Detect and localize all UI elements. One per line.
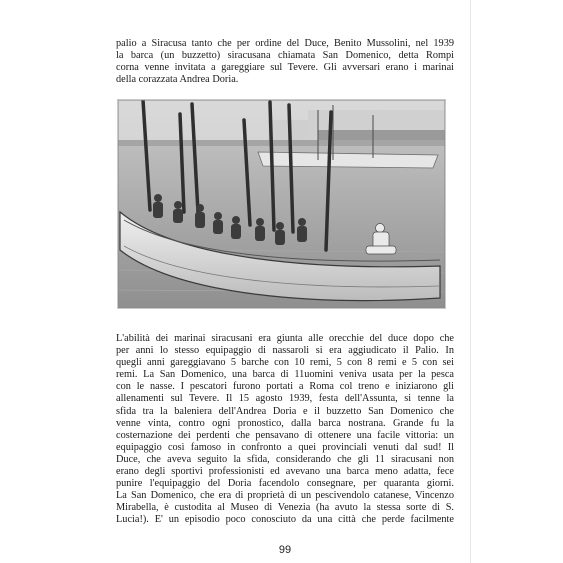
text-line: venne vinta, contro ogni pronostico, dalla barca nostrana. Grande fu la (116, 417, 454, 429)
text-line: palio a Siracusa tanto che per ordine del Duce, Benito Mussolini, nel 1939 (116, 38, 454, 49)
text-line: per anni lo stesso equipaggio di nassaroli si era aggiudicato il Palio. In (116, 345, 454, 357)
book-page (100, 0, 470, 563)
text-line: L'abilità dei marinai siracusani era giunta alle orecchie del duce dopo che (116, 333, 454, 344)
text-line: erano degli sportivi professionisti ed avevano una barca meno adatta, fece (116, 466, 454, 478)
page-edge (470, 0, 471, 563)
text-line: sfida tra la baleniera dell'Andrea Doria e il buzzetto San Domenico che (116, 405, 454, 417)
rowing-crew-photo (117, 99, 446, 309)
text-line: della corazzata Andrea Doria. (116, 74, 239, 86)
text-line: costernazione dei perdenti che pensavano di ottenere una facile vittoria: un (116, 429, 454, 441)
paragraph-intro (116, 38, 454, 86)
text-line: Duce, che aveva seguito la sfida, considerando che gli 11 siracusani non (116, 453, 454, 465)
text-line: Mirabella, è custodita al Museo di Venezia (ha avuto la stessa sorte di S. (116, 502, 454, 514)
text-line: quegli anni gareggiavano 5 barche con 10 remi, 5 con 8 remi e 5 con sei (116, 357, 454, 369)
text-line: La San Domenico, che era di proprietà di un pescivendolo catanese, Vincenzo (116, 490, 454, 502)
text-line: remi. La San Domenico, una barca di 11uomini veniva usata per la pesca (116, 369, 454, 381)
paragraph-story (116, 333, 454, 527)
text-line: punire l'equipaggio del Doria facendolo consegnare, per quaranta giorni. (116, 478, 454, 490)
text-line: con le nasse. I pescatori furono portati a Roma col treno e iniziarono gli (116, 381, 454, 393)
text-line: la barca (un buzzetto) siracusana chiamata San Domenico, detta Rompi (116, 50, 454, 62)
text-line: allenamenti sul Tevere. Il 15 agosto 1939, festa dell'Assunta, si tenne la (116, 393, 454, 405)
text-line: corna venne invitata a gareggiare sul Tevere. Gli avversari erano i marinai (116, 62, 454, 74)
text-line: Lucia!). E' un episodio poco conosciuto da una città che perde facilmente (116, 514, 454, 526)
text-line: equipaggio così famoso in confronto a quei provinciali venuti dal sud! Il (116, 441, 454, 453)
page-number: 99 (278, 544, 292, 556)
